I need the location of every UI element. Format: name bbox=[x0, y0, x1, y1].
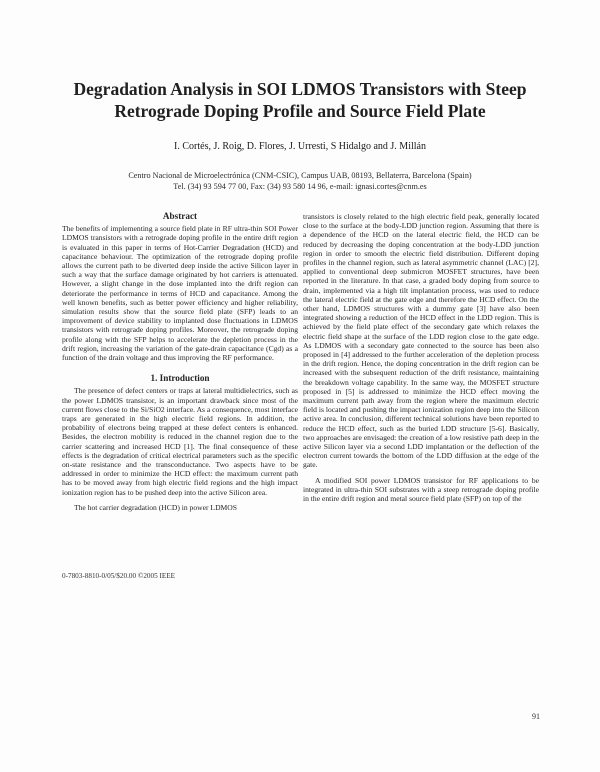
introduction-heading: 1. Introduction bbox=[150, 373, 210, 384]
affiliation-line-1: Centro Nacional de Microelectrónica (CNM-CSIC), Campus UAB, 08193, Bellaterra, Barcelona (Spain) bbox=[128, 171, 472, 180]
copyright-line: 0-7803-8810-0/05/$20.00 ©2005 IEEE bbox=[62, 572, 176, 580]
page-number: 91 bbox=[532, 712, 540, 721]
abstract-text: The benefits of implementing a source field plate in RF ultra-thin SOI Power LDMOS transistors with a retrograde doping profile in the entire drift region is evaluated in this paper in terms of Hot-Carrier Degradation (HCD) and capacitance behaviour. The optimization of the retrograde doping profile allows the current path to be diverted deep inside the active Silicon layer in such a way that the surface damage originated by hot carriers is attenuated. However, a slight change in the dose implanted into the drift region can deteriorate the performance in terms of HCD and capacitance. Among the well known benefits, such as better power efficiency and higher reliability, simulation results show that the source field plate (SFP) leads to an improvement of device stability to implanted dose fluctuations in LDMOS transistors with retrograde doping profiles. Moreover, the retrograde doping profile along with the SFP helps to accelerate the depletion process in the drift region, increasing the variation of the gate-drain capacitance (Cgd) as a function of the drain voltage and thus improving the RF performance. bbox=[62, 224, 298, 363]
introduction-paragraph-2: The hot carrier degradation (HCD) in power LDMOS bbox=[74, 502, 238, 512]
author-list: I. Cortés, J. Roig, D. Flores, J. Urresti, S Hidalgo and J. Millán bbox=[174, 141, 426, 152]
abstract-heading: Abstract bbox=[162, 211, 198, 221]
right-paragraph-2: A modified SOI power LDMOS transistor for RF applications to be integrated in ultra-thin SOI substrates with a steep retrograde doping profile in the entire drift region and metal source field plate (SFP) on top of the bbox=[303, 475, 539, 504]
affiliation-line-2: Tel. (34) 93 594 77 00, Fax: (34) 93 580 14 96, e-mail: ignasi.cortes@cnm.es bbox=[173, 181, 427, 191]
left-column bbox=[62, 212, 298, 518]
introduction-paragraph-1: The presence of defect centers or traps at lateral multidielectrics, such as the power LDMOS transistor, is an important drawback since most of the current flows close to the Si/SiO2 interface. As a consequence, most interface traps are generated in the high electric field regions. In addition, the probability of electrons being trapped at these defect centers is enhanced. Besides, the electron mobility is reduced in the channel region due to the carrier scattering and increased HCD [1]. The final consequence of these effects is the degradation of critical electrical parameters such as the specific on-state resistance and the transconductance. Two aspects have to be addressed in order to minimize the HCD effect: the maximum current path has to be moved away from high electric field regions and the high impact ionization region has to be pushed deep into the active Silicon area. bbox=[62, 386, 298, 497]
affiliation bbox=[60, 171, 540, 192]
right-column bbox=[303, 212, 539, 509]
right-paragraph-1: transistors is closely related to the high electric field peak, generally located close to the surface at the body-LDD junction region. Assuming that there is a dependence of the HCD on the lateral electric field, the HCD can be reduced by decreasing the doping concentration at the body-LDD junction region in order to smooth the electric field distribution. Different doping profiles in the channel region, such as lateral asymmetric channel (LAC) [2], applied to conventional deep submicron MOSFET structures, have been reported in the literature. In that case, a graded body doping from source to drain, implemented via a high tilt implantation process, was used to reduce the lateral electric field at the gate edge and therefore the HCD effect. On the other hand, LDMOS structures with a dummy gate [3] have also been integrated showing a reduction of the HCD effect in the LDD region. This is achieved by the field plate effect of the secondary gate which relaxes the electric field shape at the surface of the LDD region close to the gate edge. As LDMOS with a secondary gate connected to the source has been also proposed in [4] addressed to the further acceleration of the depletion process in the drift region. Hence, the doping concentration in the drift region can be increased with the subsequent reduction of the drift resistance, maintaining the breakdown voltage capability. In the same way, the MOSFET structure proposed in [5] is addressed to minimize the HCD effect moving the maximum current path away from the region where the maximum electric field is located and pushing the impact ionization region deep into the Silicon active area. In conclusion, different technical solutions have been reported to reduce the HCD effect, such as the buried LDD structure [5-6]. Basically, two approaches are envisaged: the creation of a low resistive path deep in the active Silicon layer via a second LDD implantation or the deflection of the electron current towards the bottom of the LDD diffusion at the edge of the gate. bbox=[303, 212, 539, 470]
paper-title: Degradation Analysis in SOI LDMOS Transistors with Steep Retrograde Doping Profile and Source Field Plate bbox=[73, 79, 527, 121]
